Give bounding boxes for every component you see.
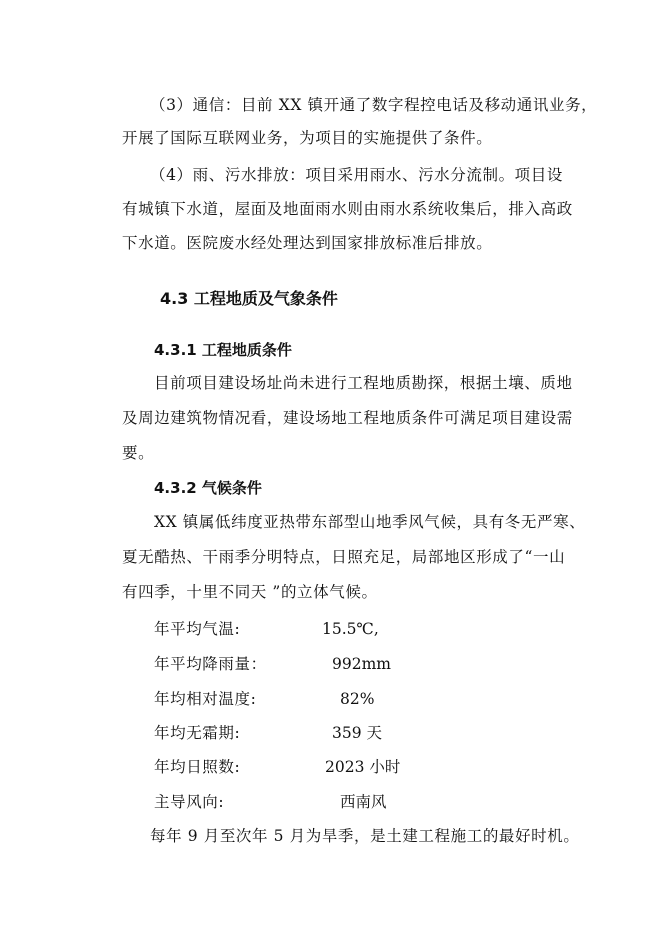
climate-label-sunshine-hours: 年均日照数:	[154, 758, 241, 776]
geology-paragraph-line-3: 要。	[122, 444, 155, 462]
climate-value-sunshine-hours: 2023 小时	[325, 758, 401, 776]
climate-label-relative-humidity: 年均相对温度:	[154, 690, 257, 708]
subsection-heading-4-3-1: 4.3.1 工程地质条件	[154, 341, 292, 359]
climate-label-avg-temperature: 年平均气温:	[154, 620, 241, 638]
paragraph-drainage-line-1: （4）雨、污水排放：项目采用雨水、污水分流制。项目设	[150, 166, 563, 184]
climate-paragraph-line-1: XX 镇属低纬度亚热带东部型山地季风气候，具有冬无严寒、	[154, 513, 586, 531]
climate-paragraph-line-2: 夏无酷热、干雨季分明特点，日照充足，局部地区形成了“一山	[122, 548, 566, 566]
climate-value-avg-temperature: 15.5℃,	[322, 620, 379, 638]
section-heading-4-3: 4.3 工程地质及气象条件	[160, 289, 338, 308]
geology-paragraph-line-1: 目前项目建设场址尚未进行工程地质勘探，根据土壤、质地	[154, 374, 573, 392]
climate-value-frost-free-period: 359 天	[332, 724, 383, 742]
climate-value-avg-rainfall: 992mm	[332, 655, 391, 673]
climate-label-avg-rainfall: 年平均降雨量：	[154, 655, 267, 673]
climate-label-frost-free-period: 年均无霜期:	[154, 724, 241, 742]
paragraph-communication-line-2: 开展了国际互联网业务，为项目的实施提供了条件。	[122, 129, 493, 147]
climate-value-prevailing-wind: 西南风	[340, 793, 387, 811]
closing-sentence: 每年 9 月至次年 5 月为旱季，是土建工程施工的最好时机。	[150, 827, 580, 845]
subsection-heading-4-3-2: 4.3.2 气候条件	[154, 479, 262, 497]
geology-paragraph-line-2: 及周边建筑物情况看，建设场地工程地质条件可满足项目建设需	[122, 409, 573, 427]
climate-paragraph-line-3: 有四季，十里不同天 ”的立体气候。	[122, 583, 378, 601]
paragraph-communication-line-1: （3）通信：目前 XX 镇开通了数字程控电话及移动通讯业务，	[150, 96, 598, 114]
paragraph-drainage-line-3: 下水道。医院废水经处理达到国家排放标准后排放。	[122, 234, 493, 252]
paragraph-drainage-line-2: 有城镇下水道，屋面及地面雨水则由雨水系统收集后，排入高政	[122, 200, 573, 218]
climate-value-relative-humidity: 82%	[340, 690, 375, 708]
climate-label-prevailing-wind: 主导风向:	[154, 793, 225, 811]
